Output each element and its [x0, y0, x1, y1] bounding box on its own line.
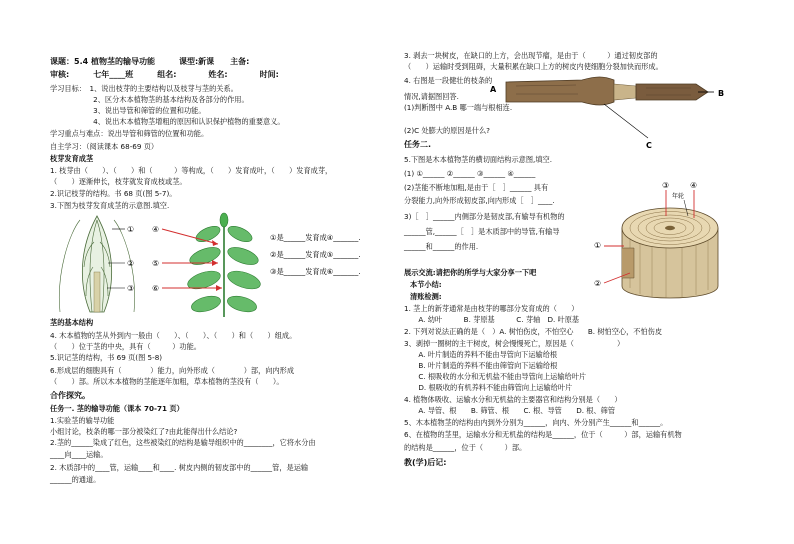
r-q4-sub1: (1)判断图中 A.B 哪一端与根相连.: [404, 103, 513, 112]
fig1-label-5: ⑤: [152, 259, 160, 268]
red-stain-line2: ____向____运输。: [50, 450, 108, 459]
q4-line2: （ ）位于茎的中央，具有（ ）功能。: [50, 342, 201, 351]
xylem-line2: ______的通道。: [50, 475, 101, 484]
stem-label-1: ①: [594, 241, 602, 250]
red-stain-line1: 2.茎的______染成了红色，这些被染红的结构是输导组织中的________，它将水分由: [50, 438, 316, 447]
r-q4-line1: 4. 右图是一段健壮的枝条的: [404, 76, 493, 85]
stem-label-3: ③: [662, 181, 670, 190]
test-q6-line1: 6、在植物的茎里，运输水分和无机盐的结构是______，位于（ ）部，运输有机物: [404, 430, 682, 439]
cooperation-heading: 合作探究。: [50, 391, 90, 400]
test-q6-line2: 的结构是______，位于（ ）部。: [404, 443, 527, 452]
fig1-label-2: ②: [127, 259, 135, 268]
goal-3: 3、说出导管和筛管的位置和功能。: [50, 106, 206, 115]
r-q5-sub2a: (2)茎能不断地加粗,是由于［ ］______ 具有: [404, 183, 549, 192]
key-points: 学习重点与难点：说出导管和筛管的位置和功能。: [50, 129, 209, 138]
bud-heading: 枝芽发育成茎: [50, 154, 94, 163]
task1-heading: 任务一. 茎的输导功能（课本 70-71 页）: [50, 404, 184, 413]
summary-heading: 本节小结:: [410, 280, 442, 289]
q1-line2: （ ）逐渐伸长，枝芽就发育成枝或茎。: [50, 177, 187, 186]
task2-heading: 任务二.: [404, 140, 432, 149]
test-q3: 3、剥掉一圈树的主干树皮，树会慢慢死亡，原因是（ ）: [404, 339, 625, 348]
r-q5-sub1: (1) ①______ ②______ ③______ ④______: [404, 169, 536, 178]
fig1-label-6: ⑥: [152, 284, 160, 293]
r-q5-sub2b: 分裂能力,向外形成韧皮部,向内形成［ ］____.: [404, 196, 555, 205]
r-q4-sub2: (2)C 处膨大的原因是什么?: [404, 126, 490, 135]
stem-label-2: ②: [594, 279, 602, 288]
q5: 5.识记茎的结构，书 69 页(图 5-8): [50, 353, 163, 362]
bud-section-drawing: [59, 216, 134, 312]
fig1-label-4: ④: [152, 225, 160, 234]
test-q2: 2. 下列对说法正确的是（ ）A. 树怕伤皮，不怕空心 B. 树怕空心，不怕伤皮: [404, 327, 663, 336]
shoot-drawing: [186, 213, 263, 317]
annual-ring-label: 年轮: [672, 193, 685, 200]
review-line: 审核: 七年____班 组名: 姓名: 时间:: [50, 70, 279, 79]
test-q1: 1. 茎上的新芽通常是由枝芽的哪部分发育成的（ ）: [404, 304, 579, 313]
r-q5-title: 5.下图是木本植物茎的横切面结构示意图,填空.: [404, 155, 552, 164]
test-q3-c: C. 根吸收的水分和无机盐不能由导管向上运输给叶片: [404, 372, 587, 381]
q6-line2: （ ）部。所以木本植物的茎能逐年加粗，草本植物的茎没有（ ）。: [50, 377, 284, 386]
test-q3-a: A. 叶片制造的养料不能由导管向下运输给根: [404, 350, 558, 359]
r-bark-line1: 3. 剥去一块树皮，在缺口的上方，会出现节瘤，是由于（ ）通过韧皮部的: [404, 51, 658, 60]
fig1-answer-1: ①是______发育成④_______.: [270, 233, 361, 242]
self-study: 自主学习：（阅读课本 68-69 页）: [50, 142, 159, 151]
goal-4: 4、说出木本植物茎增粗的原因和认识保护植物的重要意义。: [50, 117, 285, 126]
branch-end-b: B: [718, 89, 725, 98]
experiment-title: 1.实验茎的输导功能: [50, 416, 115, 425]
bud-shoot-figure: [50, 212, 395, 322]
branch-swelling-c: C: [646, 141, 652, 150]
goal-1: 学习目标： 1、说出枝芽的主要结构以及枝芽与茎的关系。: [50, 84, 238, 93]
fig1-label-3: ③: [127, 284, 135, 293]
fig1-label-1: ①: [127, 225, 135, 234]
test-q4-options: A. 导管、根 B. 筛管、根 C. 根、导管 D. 根、筛管: [404, 406, 616, 415]
discussion: 小组讨论，枝条的哪一部分被染红了?由此能得出什么结论?: [50, 427, 238, 436]
r-q5-sub3a: 3)［ ］______内侧部分是韧皮部,有输导有机物的: [404, 212, 565, 221]
lesson-title: 课题：5.4 植物茎的输导功能 课型:新课 主备:: [50, 57, 250, 66]
test-q1-options: A. 幼叶 B. 芽原基 C. 芽轴 D. 叶原基: [404, 315, 580, 324]
q4-line1: 4. 木本植物的茎从外到内一般由（ ）、（ ）、（ ）和（ ）组成。: [50, 331, 297, 340]
stem-label-4: ④: [690, 181, 698, 190]
q1-line1: 1. 枝芽由（ ）、（ ）和（ ）等构成，（ ）发育成叶，（ ）发育成芽，: [50, 166, 333, 175]
q6-line1: 6.形成层的细胞具有（ ）能力，向外形成（ ）部，向内形成: [50, 366, 295, 375]
fig1-answer-3: ③是______发育成⑥_______.: [270, 267, 361, 276]
r-q4-line2: 情况,请据图回答.: [404, 92, 459, 101]
test-q3-b: B. 叶片制造的养料不能由筛管向下运输给根: [404, 361, 558, 370]
stem-log-drawing: [622, 208, 718, 298]
r-bark-line2: （ ）运输时受到阻碍，大量积累在缺口上方的树皮内使细胞分裂加快而形成。: [404, 62, 663, 71]
stem-structure-heading: 茎的基本结构: [50, 318, 94, 327]
share-heading: 展示交流:请把你的所学与大家分享一下吧: [404, 268, 537, 277]
fig1-answer-2: ②是______发育成⑤_______.: [270, 250, 361, 259]
q3: 3.下图为枝芽发育成茎的示意图.填空.: [50, 201, 170, 210]
xylem-line1: 2. 木质部中的____管，运输____和____. 树皮内侧的韧皮部中的______管，是运输: [50, 463, 309, 472]
test-q4: 4. 植物体吸收、运输水分和无机盐的主要器官和结构分别是（ ）: [404, 395, 622, 404]
goal-2: 2、区分木本植物茎的基本结构及各部分的作用。: [50, 95, 249, 104]
test-q5: 5、木本植物茎的结构由内到外分别为______，向内、外分别产生______和______。: [404, 418, 668, 427]
r-q5-sub3c: ______和______的作用.: [404, 242, 479, 251]
test-heading: 清账检测:: [410, 292, 442, 301]
stem-cross-section-figure: [590, 178, 750, 313]
r-q5-sub3b: ______管,______［ ］是木质部中的导管,有输导: [404, 227, 560, 236]
test-q3-d: D. 根吸收的有机养料不能由筛管向上运输给叶片: [404, 383, 573, 392]
branch-figure: [486, 74, 731, 154]
branch-end-a: A: [490, 85, 497, 94]
teaching-notes-heading: 教(学)后记:: [404, 458, 447, 467]
q2: 2.识记枝芽的结构。书 68 页(图 5-7)。: [50, 189, 177, 198]
